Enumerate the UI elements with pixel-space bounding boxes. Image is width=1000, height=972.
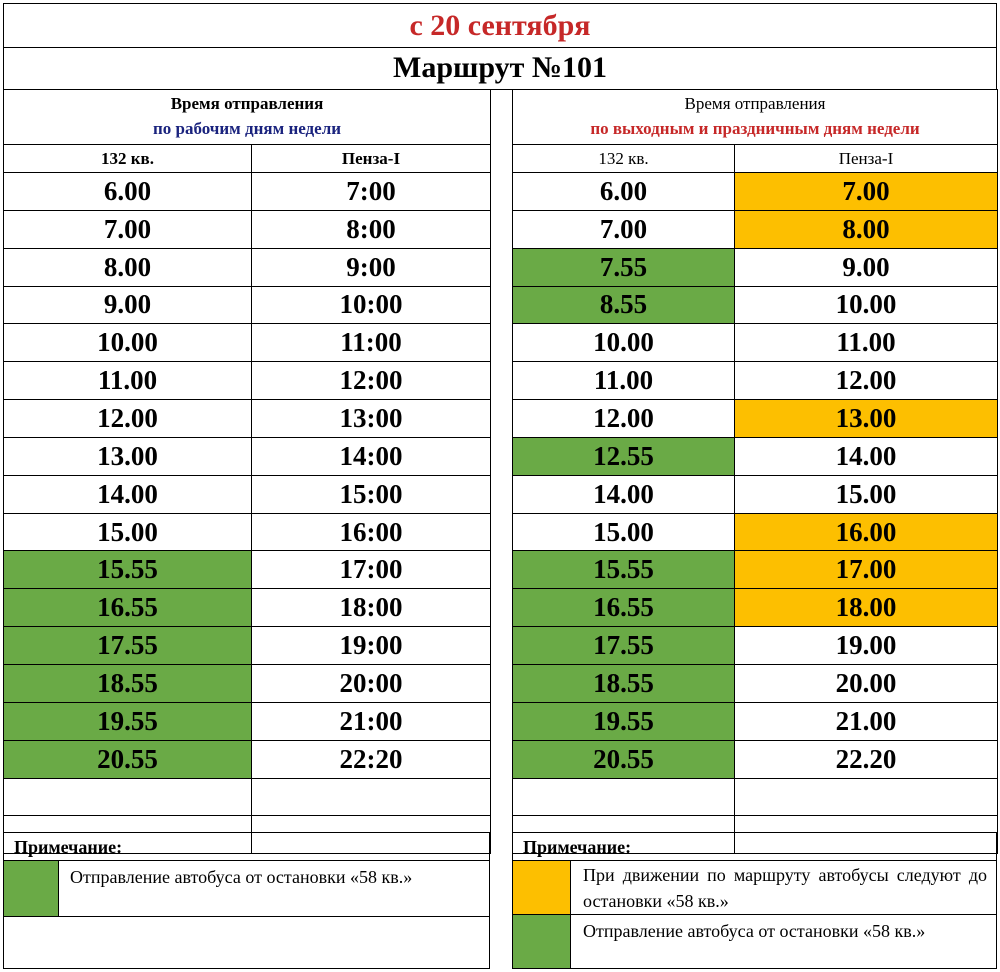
- weekend-note-title: Примечание:: [523, 837, 632, 857]
- weekend-schedule-table: [512, 89, 998, 854]
- weekday-row: [4, 551, 491, 589]
- weekday-departure-penza: 14:00: [252, 437, 491, 475]
- weekday-departure-penza: 13:00: [252, 400, 491, 438]
- weekend-departure-penza: 18.00: [735, 589, 998, 627]
- weekday-departure-penza: 8:00: [252, 210, 491, 248]
- route-title: Маршрут №101: [3, 47, 997, 90]
- weekend-departure-132: 10.00: [513, 324, 735, 362]
- weekend-row: [513, 664, 998, 702]
- weekend-departure-132: 8.55: [513, 286, 735, 324]
- weekday-row: [4, 362, 491, 400]
- weekday-departure-132: 8.00: [4, 248, 252, 286]
- weekday-heading: [4, 90, 491, 145]
- weekday-departure-penza: 21:00: [252, 702, 491, 740]
- weekday-row: [4, 475, 491, 513]
- weekday-note-green-text: Отправление автобуса от остановки «58 кв.»: [70, 867, 413, 887]
- weekend-departure-132: 15.55: [513, 551, 735, 589]
- weekday-departure-penza: 9:00: [252, 248, 491, 286]
- weekday-col-132: 132 кв.: [4, 145, 252, 173]
- weekday-departure-penza: 11:00: [252, 324, 491, 362]
- green-swatch: [513, 915, 571, 968]
- weekday-departure-132: 13.00: [4, 437, 252, 475]
- weekday-departure-132: 10.00: [4, 324, 252, 362]
- weekday-heading-line1: Время отправления: [170, 94, 324, 114]
- green-swatch: [4, 861, 59, 916]
- weekday-col-penza: Пенза-I: [252, 145, 491, 173]
- weekday-departure-penza: 12:00: [252, 362, 491, 400]
- title-date: с 20 сентября: [3, 3, 997, 48]
- weekday-departure-132: 15.55: [4, 551, 252, 589]
- weekday-row: [4, 664, 491, 702]
- weekend-departure-penza: 17.00: [735, 551, 998, 589]
- weekday-departure-penza: 19:00: [252, 627, 491, 665]
- weekday-rows: [4, 173, 491, 779]
- weekday-departure-132: 6.00: [4, 173, 252, 211]
- weekday-departure-penza: 22:20: [252, 740, 491, 778]
- weekend-row: [513, 475, 998, 513]
- weekend-note-green-text: Отправление автобуса от остановки «58 кв.»: [583, 921, 926, 941]
- weekday-row: [4, 513, 491, 551]
- weekday-departure-132: 19.55: [4, 702, 252, 740]
- weekend-row: [513, 324, 998, 362]
- weekend-departure-penza: 9.00: [735, 248, 998, 286]
- weekend-departure-132: 17.55: [513, 627, 735, 665]
- weekday-row: [4, 589, 491, 627]
- weekend-row: [513, 173, 998, 211]
- weekend-empty-cell: [735, 778, 998, 816]
- weekend-departure-132: 7.00: [513, 210, 735, 248]
- weekend-row: [513, 362, 998, 400]
- weekday-schedule-table: [3, 89, 491, 854]
- weekend-departure-penza: 8.00: [735, 210, 998, 248]
- weekday-row: [4, 627, 491, 665]
- weekday-departure-penza: 16:00: [252, 513, 491, 551]
- weekday-row: [4, 437, 491, 475]
- weekend-row: [513, 740, 998, 778]
- weekday-departure-penza: 20:00: [252, 664, 491, 702]
- weekday-row: [4, 210, 491, 248]
- weekend-departure-penza: 13.00: [735, 400, 998, 438]
- weekend-row: [513, 551, 998, 589]
- orange-swatch: [513, 861, 571, 914]
- weekday-departure-132: 14.00: [4, 475, 252, 513]
- weekend-empty-cell: [513, 778, 735, 816]
- weekend-departure-132: 11.00: [513, 362, 735, 400]
- weekend-col-132: 132 кв.: [513, 145, 735, 173]
- weekday-departure-132: 7.00: [4, 210, 252, 248]
- weekend-departure-penza: 19.00: [735, 627, 998, 665]
- weekday-note-title: Примечание:: [14, 837, 123, 857]
- weekend-row: [513, 210, 998, 248]
- weekend-departure-132: 15.00: [513, 513, 735, 551]
- weekday-row: [4, 286, 491, 324]
- weekend-heading-line1: Время отправления: [684, 94, 826, 114]
- weekend-departure-penza: 21.00: [735, 702, 998, 740]
- weekday-empty-cell: [4, 778, 252, 816]
- weekend-row: [513, 437, 998, 475]
- weekday-departure-penza: 10:00: [252, 286, 491, 324]
- weekend-row: [513, 589, 998, 627]
- weekend-departure-penza: 10.00: [735, 286, 998, 324]
- weekday-departure-132: 11.00: [4, 362, 252, 400]
- weekday-heading-line2: по рабочим дням недели: [152, 119, 342, 138]
- weekday-departure-132: 17.55: [4, 627, 252, 665]
- weekend-row: [513, 702, 998, 740]
- weekend-departure-132: 6.00: [513, 173, 735, 211]
- weekend-departure-132: 18.55: [513, 664, 735, 702]
- weekday-row: [4, 400, 491, 438]
- weekday-departure-132: 20.55: [4, 740, 252, 778]
- weekend-departure-132: 20.55: [513, 740, 735, 778]
- weekend-note-orange-text: При движении по маршруту автобусы следуют до остановки «58 кв.»: [583, 865, 987, 911]
- weekend-departure-penza: 14.00: [735, 437, 998, 475]
- weekday-empty-cell: [252, 778, 491, 816]
- weekday-note-green-row: [3, 860, 490, 917]
- weekday-row: [4, 173, 491, 211]
- weekend-row: [513, 248, 998, 286]
- weekday-row: [4, 248, 491, 286]
- weekend-departure-132: 12.55: [513, 437, 735, 475]
- weekend-heading-line2: по выходным и праздничным дням недели: [590, 119, 920, 138]
- weekday-row: [4, 324, 491, 362]
- weekend-departure-132: 19.55: [513, 702, 735, 740]
- weekday-departure-penza: 7:00: [252, 173, 491, 211]
- weekend-note: [512, 832, 997, 969]
- weekend-departure-132: 14.00: [513, 475, 735, 513]
- weekend-note-green-row: [512, 914, 997, 969]
- weekday-departure-132: 9.00: [4, 286, 252, 324]
- weekday-departure-penza: 17:00: [252, 551, 491, 589]
- weekday-departure-132: 16.55: [4, 589, 252, 627]
- weekday-row: [4, 740, 491, 778]
- weekend-departure-penza: 12.00: [735, 362, 998, 400]
- weekend-note-orange-row: [512, 860, 997, 915]
- weekend-col-penza: Пенза-I: [735, 145, 998, 173]
- weekday-row: [4, 702, 491, 740]
- weekend-departure-penza: 16.00: [735, 513, 998, 551]
- weekend-row: [513, 400, 998, 438]
- weekday-departure-penza: 18:00: [252, 589, 491, 627]
- weekend-departure-penza: 15.00: [735, 475, 998, 513]
- weekday-departure-132: 15.00: [4, 513, 252, 551]
- weekend-departure-132: 7.55: [513, 248, 735, 286]
- weekend-departure-penza: 22.20: [735, 740, 998, 778]
- weekend-row: [513, 286, 998, 324]
- weekday-departure-penza: 15:00: [252, 475, 491, 513]
- weekend-departure-penza: 11.00: [735, 324, 998, 362]
- weekday-note: [3, 832, 490, 969]
- weekend-departure-132: 16.55: [513, 589, 735, 627]
- weekend-departure-132: 12.00: [513, 400, 735, 438]
- weekend-rows: [513, 173, 998, 779]
- weekend-departure-penza: 7.00: [735, 173, 998, 211]
- weekday-departure-132: 12.00: [4, 400, 252, 438]
- weekday-departure-132: 18.55: [4, 664, 252, 702]
- weekend-row: [513, 627, 998, 665]
- weekend-departure-penza: 20.00: [735, 664, 998, 702]
- weekend-heading: [513, 90, 998, 145]
- weekend-row: [513, 513, 998, 551]
